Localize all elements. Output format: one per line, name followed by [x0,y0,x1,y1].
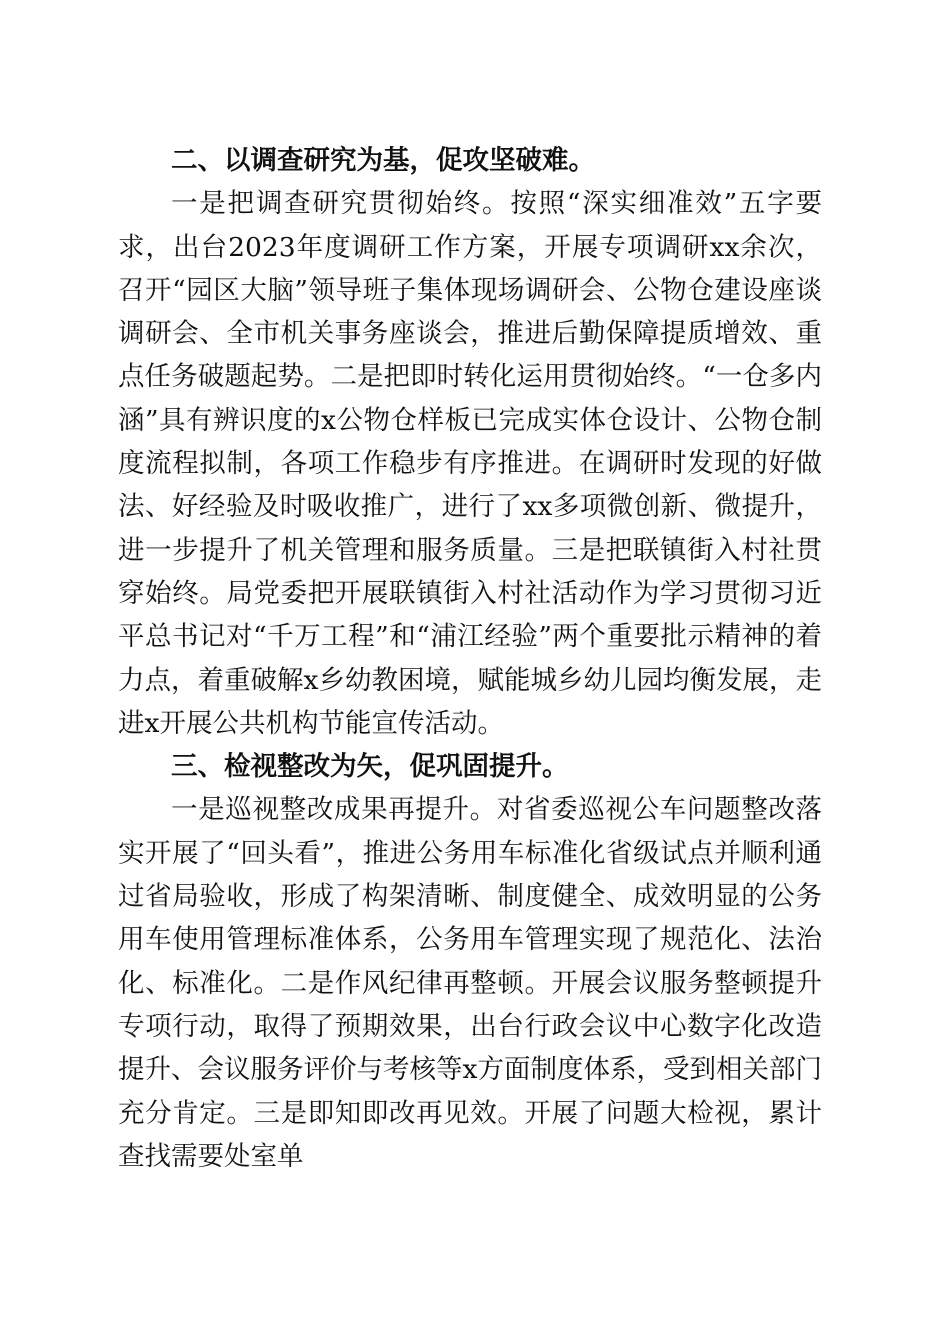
section-paragraph-3: 一是巡视整改成果再提升。对省委巡视公车问题整改落实开展了“回头看”，推进公务用车标准化省级试点并顺利通过省局验收，形成了构架清晰、制度健全、成效明显的公务用车使用管理标准体系，公务用车管理实现了规范化、法治化、标准化。二是作风纪律再整顿。开展会议服务整顿提升专项行动，取得了预期效果，出台行政会议中心数字化改造提升、会议服务评价与考核等x方面制度体系，受到相关部门充分肯定。三是即知即改再见效。开展了问题大检视，累计查找需要处室单 [118,794,822,1172]
section-paragraph-2: 一是把调查研究贯彻始终。按照“深实细准效”五字要求，出台2023年度调研工作方案，开展专项调研xx余次，召开“园区大脑”领导班子集体现场调研会、公物仓建设座谈调研会、全市机关事务座谈会，推进后勤保障提质增效、重点任务破题起势。二是把即时转化运用贯彻始终。“一仓多内涵”具有辨识度的x公物仓样板已完成实体仓设计、公物仓制度流程拟制，各项工作稳步有序推进。在调研时发现的好做法、好经验及时吸收推广，进行了xx多项微创新、微提升，进一步提升了机关管理和服务质量。三是把联镇街入村社贯穿始终。局党委把开展联镇街入村社活动作为学习贯彻习近平总书记对“千万工程”和“浦江经验”两个重要批示精神的着力点，着重破解x乡幼教困境，赋能城乡幼儿园均衡发展，走进x开展公共机构节能宣传活动。 [118,188,822,739]
section-heading-3: 三、检视整改为矢，促巩固提升。 [171,751,569,783]
section-heading-2: 二、以调查研究为基，促攻坚破难。 [171,145,595,176]
document-body [118,139,822,1178]
